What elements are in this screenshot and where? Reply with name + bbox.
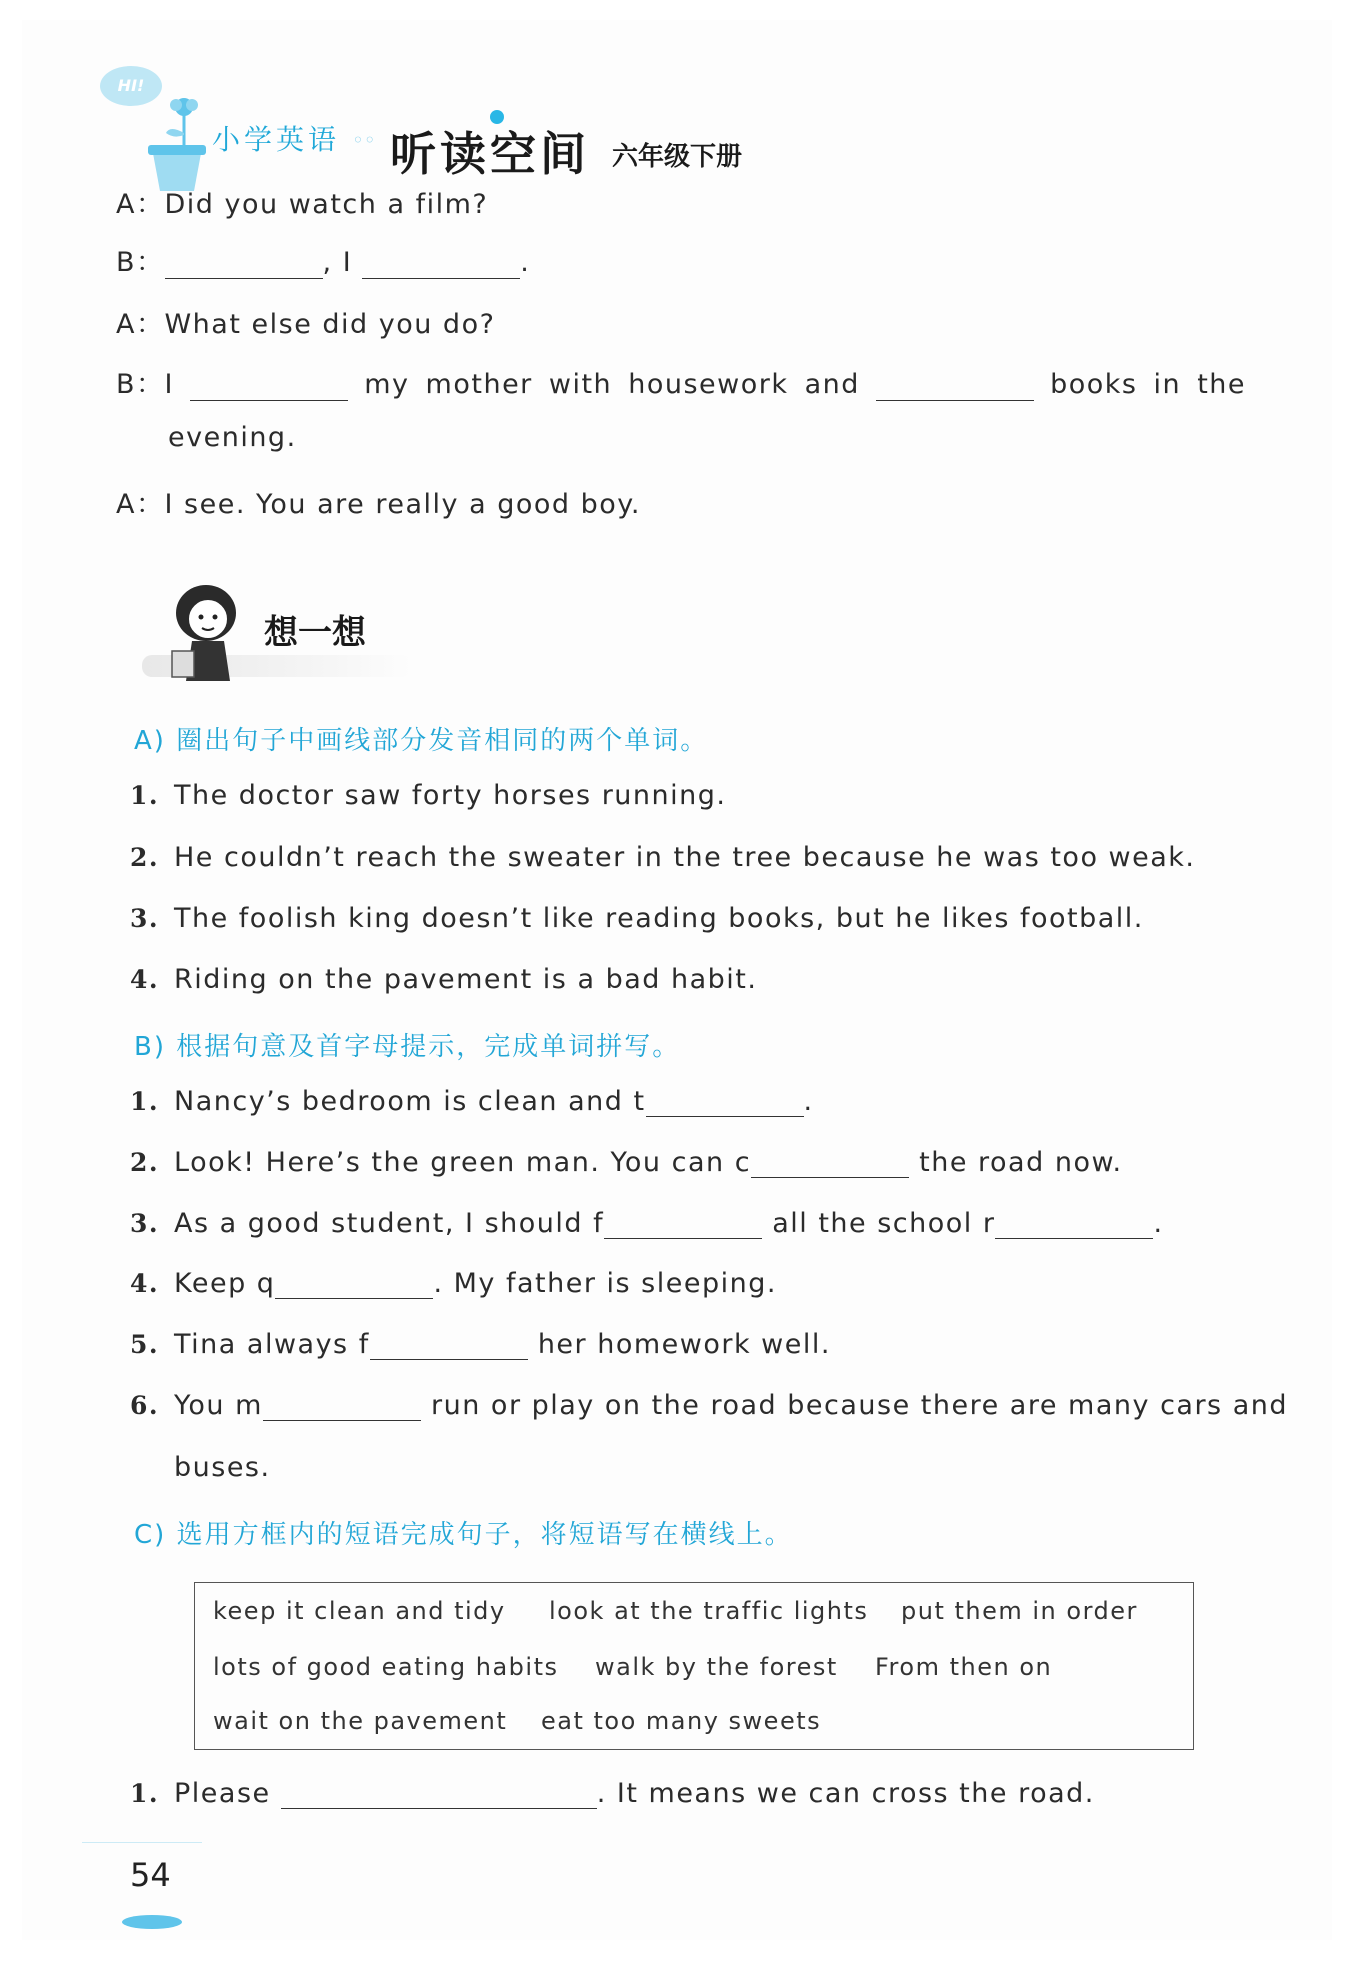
- section-b-item-2: [130, 1147, 1123, 1178]
- item-number: 1.: [130, 781, 160, 810]
- item-number: 2.: [130, 1148, 160, 1177]
- footer-divider: [82, 1842, 202, 1843]
- answer-blank[interactable]: [165, 249, 323, 279]
- item-text: Nancy’s bedroom is clean and t: [174, 1086, 646, 1117]
- decor-dots: ◦◦: [352, 128, 376, 152]
- dialogue-text: books in the: [1050, 369, 1247, 400]
- dialogue-text: I: [164, 369, 174, 400]
- item-text: Tina always f: [174, 1329, 370, 1360]
- answer-blank[interactable]: [604, 1209, 762, 1239]
- section-b-item-6-cont: buses.: [174, 1452, 271, 1483]
- item-number: 3.: [130, 1209, 160, 1238]
- phrase-box: [194, 1582, 1194, 1750]
- item-text: As a good student, I should f: [174, 1208, 605, 1239]
- think-title: 想一想: [264, 613, 366, 653]
- phrase-option[interactable]: put them in order: [901, 1597, 1138, 1625]
- section-a-title: A) 圈出句子中画线部分发音相同的两个单词。: [134, 726, 709, 756]
- item-text: . My father is sleeping.: [433, 1268, 777, 1299]
- item-text: run or play on the road because there are many cars and: [431, 1390, 1288, 1421]
- dialogue-line-5: [116, 482, 641, 521]
- item-text: .: [1153, 1208, 1164, 1239]
- dialogue-text: Did you watch a film?: [164, 189, 489, 220]
- dialogue-text: my mother with housework and: [364, 369, 860, 400]
- think-section-header: [142, 565, 442, 685]
- item-number: 6.: [130, 1391, 160, 1420]
- item-text: Please: [174, 1778, 271, 1809]
- item-text: Riding on the pavement is a bad habit.: [174, 964, 758, 995]
- speaker: B：: [116, 369, 165, 400]
- phrase-option[interactable]: keep it clean and tidy: [213, 1597, 506, 1625]
- phrase-option[interactable]: wait on the pavement: [213, 1707, 508, 1735]
- section-b-title: B) 根据句意及首字母提示，完成单词拼写。: [134, 1032, 681, 1062]
- dialogue-text: I see. You are really a good boy.: [164, 489, 641, 520]
- answer-blank[interactable]: [995, 1209, 1153, 1239]
- section-a-item-1: [130, 780, 726, 811]
- phrase-option[interactable]: look at the traffic lights: [549, 1597, 869, 1625]
- item-text: Keep q: [174, 1268, 276, 1299]
- answer-blank[interactable]: [263, 1391, 421, 1421]
- answer-blank[interactable]: [876, 371, 1034, 401]
- girl-thinking-icon: [164, 581, 256, 681]
- section-b-item-6: [130, 1390, 1288, 1421]
- phrase-option[interactable]: From then on: [875, 1653, 1053, 1681]
- item-text: . It means we can cross the road.: [596, 1778, 1095, 1809]
- speaker: A：: [116, 189, 165, 220]
- speaker: A：: [116, 489, 165, 520]
- section-b-item-4: [130, 1268, 777, 1299]
- item-number: 4.: [130, 965, 160, 994]
- item-text: the road now.: [919, 1147, 1123, 1178]
- workbook-page: [22, 20, 1332, 1940]
- item-number: 3.: [130, 904, 160, 933]
- answer-blank[interactable]: [275, 1269, 433, 1299]
- item-text: He couldn’t reach the sweater in the tree because he was too weak.: [174, 842, 1196, 873]
- section-a-item-3: [130, 903, 1144, 934]
- section-a-item-2: [130, 842, 1196, 873]
- answer-blank[interactable]: [362, 249, 520, 279]
- item-text: The doctor saw forty horses running.: [174, 780, 727, 811]
- page-header: [72, 48, 772, 181]
- section-b-item-1: [130, 1086, 814, 1117]
- section-c-item-1: [130, 1778, 1095, 1809]
- speaker: A：: [116, 309, 165, 340]
- item-number: 1.: [130, 1087, 160, 1116]
- answer-blank[interactable]: [646, 1087, 804, 1117]
- section-b-item-5: [130, 1329, 831, 1360]
- flower-pot-icon: [142, 93, 212, 193]
- page-number: 54: [130, 1856, 171, 1894]
- dialogue-line-3: [116, 302, 495, 341]
- dialogue-line-4-cont: evening.: [168, 422, 297, 453]
- answer-blank[interactable]: [370, 1330, 528, 1360]
- brand-title: 听读空间: [390, 127, 590, 181]
- item-number: 4.: [130, 1269, 160, 1298]
- section-a-item-4: [130, 964, 757, 995]
- phrase-option[interactable]: walk by the forest: [595, 1653, 838, 1681]
- item-text: You m: [174, 1390, 263, 1421]
- dialogue-line-2: [116, 240, 530, 279]
- grade-label: 六年级下册: [612, 142, 743, 172]
- footer-decor: [122, 1915, 182, 1929]
- dialogue-line-1: [116, 182, 488, 221]
- hi-bubble-icon: HI!: [100, 66, 162, 106]
- item-text: The foolish king doesn’t like reading books, but he likes football.: [174, 903, 1144, 934]
- dialogue-line-4: [116, 362, 1246, 401]
- answer-blank[interactable]: [281, 1779, 597, 1809]
- dialogue-text: .: [520, 247, 531, 278]
- item-text: all the school r: [772, 1208, 996, 1239]
- answer-blank[interactable]: [190, 371, 348, 401]
- dialogue-text: , I: [322, 247, 353, 278]
- section-b-item-3: [130, 1208, 1164, 1239]
- series-name: 小学英语: [212, 123, 341, 156]
- phrase-option[interactable]: lots of good eating habits: [213, 1653, 559, 1681]
- phrase-option[interactable]: eat too many sweets: [541, 1707, 822, 1735]
- item-text: .: [803, 1086, 814, 1117]
- dialogue-text: What else did you do?: [164, 309, 496, 340]
- item-text: Look! Here’s the green man. You can c: [174, 1147, 752, 1178]
- brand-dot-decor: [490, 110, 504, 124]
- section-c-title: C) 选用方框内的短语完成句子，将短语写在横线上。: [134, 1520, 793, 1550]
- item-number: 1.: [130, 1779, 160, 1808]
- speaker: B：: [116, 247, 165, 278]
- answer-blank[interactable]: [751, 1148, 909, 1178]
- item-number: 5.: [130, 1330, 160, 1359]
- item-number: 2.: [130, 843, 160, 872]
- item-text: her homework well.: [537, 1329, 831, 1360]
